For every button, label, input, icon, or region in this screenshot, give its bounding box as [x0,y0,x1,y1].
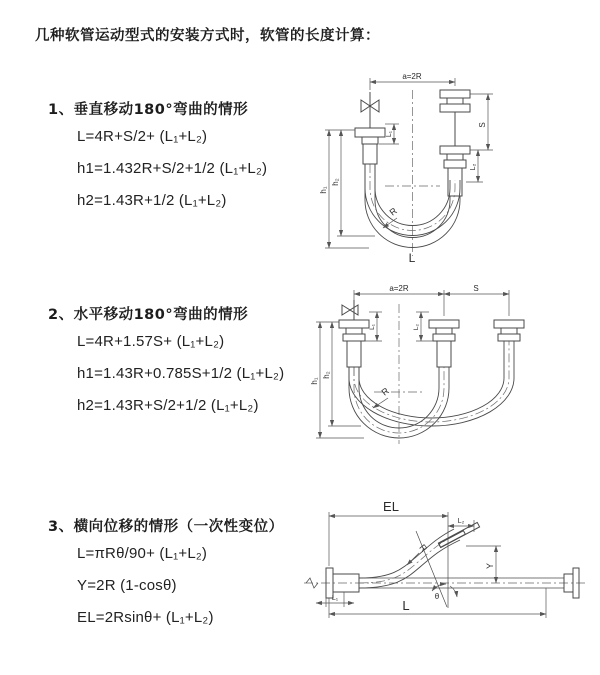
formula-l: L=πRθ/90+ (L₁+L₂) [77,545,208,562]
dim-theta [416,520,457,608]
formula-l: L=4R+1.57S+ (L₁+L₂) [77,333,225,350]
dim-l2 [413,312,433,341]
flange [339,320,369,328]
dim-label-l2: L₂ [457,518,465,525]
left-pipe [355,92,385,164]
dim-label-h2: h₂ [331,178,340,186]
dim-label-r: R [387,205,399,218]
section-3-heading: 3、横向位移的情形（一次性变位） [48,519,284,535]
centerline-main [304,578,588,588]
left-pipe [339,300,369,367]
formula-h2: h2=1.43R+1/2 (L₁+L₂) [77,192,227,209]
right-pipe [494,320,524,341]
dim-label-s: S [478,122,487,128]
dim-h2 [322,322,361,426]
dim-h1 [319,130,369,248]
flange-neck [362,137,378,144]
dim-label-l1: L₁ [369,324,376,330]
dim-label-l1: L₁ [386,130,393,138]
flange [355,128,385,137]
hose-s-curve [359,529,460,588]
page-title: 几种软管运动型式的安装方式时，软管的长度计算： [35,28,380,44]
section-3 [48,515,284,626]
dim-label-l: L [402,598,410,613]
dim-a-2r [370,72,455,90]
dim-l1 [365,312,382,341]
braid-section [363,144,377,164]
dim-label-h1: h₁ [319,186,328,194]
section-2-heading: 2、水平移动180°弯曲的情形 [48,307,249,323]
middle-pipe [429,320,459,367]
formula-h1: h1=1.432R+S/2+1/2 (L₁+L₂) [77,160,268,177]
dim-label-l2: L₂ [413,323,420,331]
dim-el [329,499,448,566]
dim-s [444,284,509,294]
dim-label-a2r: a=2R [389,284,409,293]
diagram-2-drawing [306,280,600,458]
diagram-1-drawing [313,68,598,266]
dim-y [466,546,501,583]
dim-label-r: R [417,542,430,554]
dim-label-l1: L₁ [331,595,339,602]
dim-label-el: EL [383,499,399,514]
diagram-horizontal-180-bend [306,280,600,458]
flange [494,320,524,328]
dim-label-h1: h₁ [310,377,319,385]
valve-icon [342,305,358,315]
section-1 [48,98,268,209]
dim-h1 [310,322,364,438]
dim-l2 [466,150,483,182]
formula-h2: h2=1.43R+S/2+1/2 (L₁+L₂) [77,397,259,414]
dim-label-s: S [473,284,479,293]
dim-label-y: Y [485,562,495,570]
dim-h2 [331,130,375,236]
dim-label-l2: L₂ [470,163,477,171]
dim-s [470,94,493,150]
dim-label-a2r: a=2R [402,72,422,81]
formula-h1: h1=1.43R+0.785S+1/2 (L₁+L₂) [77,365,285,382]
dim-r [373,385,391,408]
dim-a-2r [354,284,509,316]
formula-el: EL=2Rsinθ+ (L₁+L₂) [77,609,214,626]
dim-label-l: L [408,251,416,265]
diagram-3-drawing [296,496,600,658]
dim-l1 [379,124,399,144]
formula-l: L=4R+S/2+ (L₁+L₂) [77,128,208,145]
braid-section [437,341,451,367]
diagram-vertical-180-bend [313,68,598,266]
dim-label-h2: h₂ [322,371,331,379]
flange [429,320,459,328]
diagram-lateral-displacement [296,496,600,658]
hose-u-bend-position-2 [349,341,514,426]
formula-y: Y=2R (1-cosθ) [77,577,177,594]
dim-label-r: R [379,385,391,398]
section-1-heading: 1、垂直移动180°弯曲的情形 [48,102,249,118]
dim-l1 [316,592,354,607]
braid-section [347,341,361,367]
dim-label-theta: θ [434,592,440,601]
section-2 [48,303,285,414]
